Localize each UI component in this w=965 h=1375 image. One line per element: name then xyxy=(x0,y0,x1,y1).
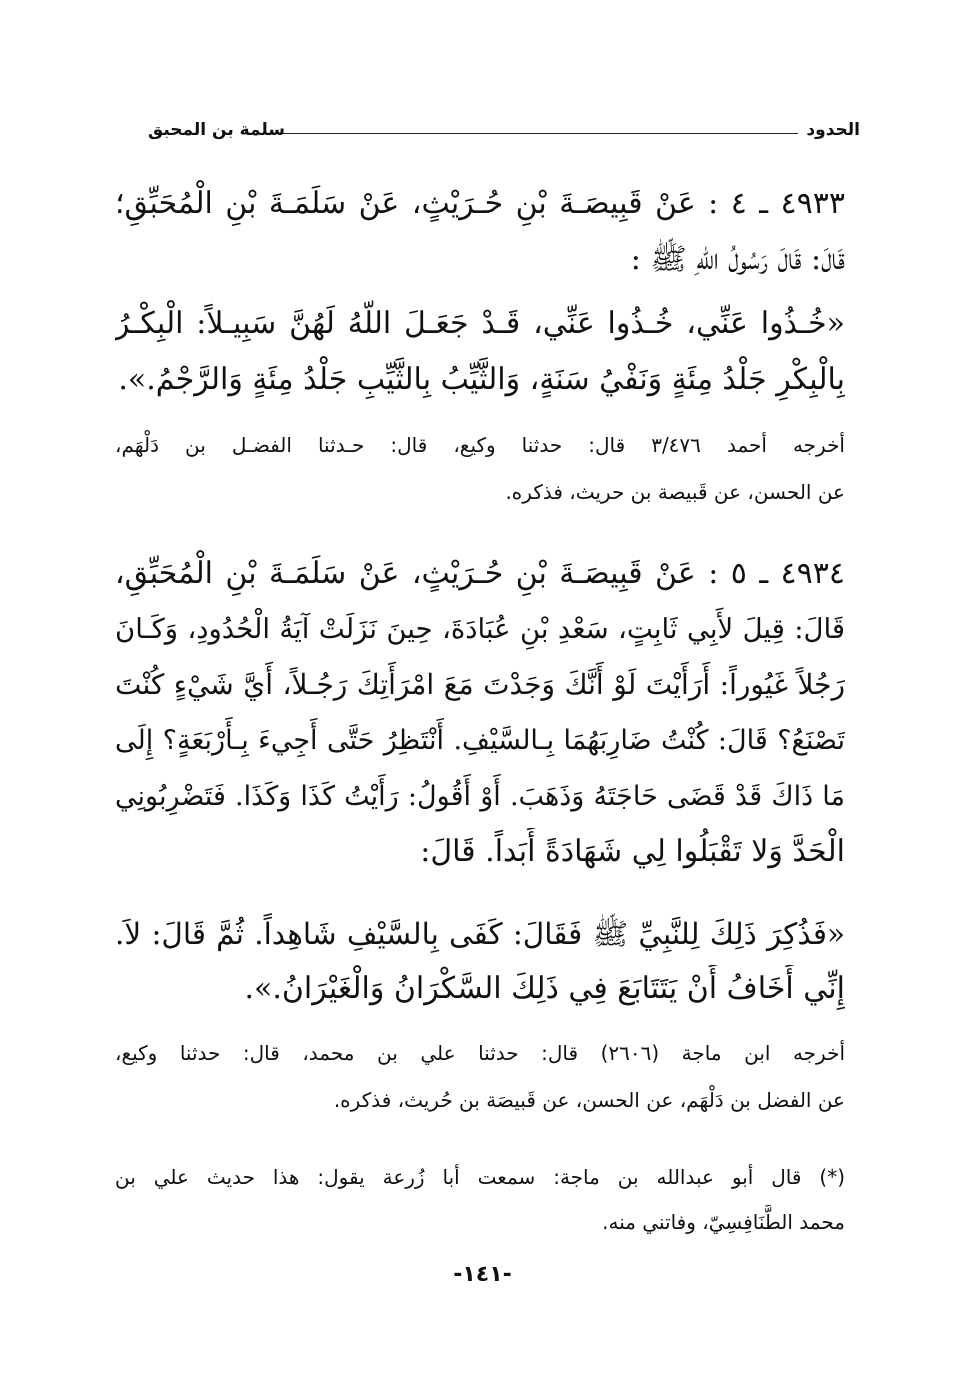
chapter-title: سلمة بن المحبق xyxy=(148,120,286,140)
hadith-4933-isnad-line-2: قَالَ: قَالَ رَسُولُ اللّهِ ﷺ : xyxy=(630,242,845,277)
hadith-4933-matn-line-1: «خُـذُوا عَنِّي، خُـذُوا عَنِّي، قَـدْ جَعَـلَ اللّهُ لَهُنَّ سَبِيـلاً: الْبِكْـرُ xyxy=(115,306,845,341)
hadith-4934-note-line-2: محمد الطَّنَافِسِيّ، وفاتني منه. xyxy=(602,1210,845,1234)
hadith-4934-takhrij-line-2: عن الفضل بن دَلْهَم، عن الحسن، عن قَبيصَة بن حُريث، فذكره. xyxy=(333,1088,845,1112)
hadith-4934-matn-line-1: «فَذُكِرَ ذَلِكَ لِلنَّبِيِّ ﷺ فَقَالَ: كَفَى بِالسَّيْفِ شَاهِداً. ثُمَّ قَالَ: لاَ. xyxy=(115,917,845,951)
section-title: الحدود xyxy=(806,120,860,140)
hadith-4934-note-line-1: (*) قال أبو عبدالله بن ماجة: سمعت أبا زُرعة يقول: هذا حديث علي بن xyxy=(115,1165,845,1189)
hadith-4934-text-line-4: تَصْنَعُ؟ قَالَ: كُنْتُ ضَارِبَهُمَا بِـالسَّيْفِ. أَنْتَظِرُ حَتَّى أَجِيءَ بِـأَرْبَعَةٍ؟ إِلَى xyxy=(115,725,845,756)
hadith-4934-text-line-5: مَا ذَاكَ قَدْ قَضَى حَاجَتَهُ وَذَهَبَ. أَوْ أَقُولُ: رَأَيْتُ كَذَا وَكَذَا. فَتَضْرِبُونِي xyxy=(115,781,845,812)
hadith-4934-text-line-3: رَجُلاً غَيُوراً: أَرَأَيْتَ لَوْ أَنَّكَ وَجَدْتَ مَعَ امْرَأَتِكَ رَجُـلاً، أَيَّ شَيْءٍ كُنْتَ xyxy=(115,668,845,701)
running-header xyxy=(148,118,860,148)
hadith-4934-text-line-6: الْحَدَّ وَلا تَقْبَلُوا لِي شَهَادَةً أَبَداً. قَالَ: xyxy=(420,834,845,869)
hadith-4933-takhrij-line-1: أخرجه أحمد ٣/٤٧٦ قال: حدثنا وكيع، قال: حـدثنا الفضـل بن دَلْهَم، xyxy=(115,433,845,457)
hadith-4933-matn-line-2: بِالْبِكْرِ جَلْدُ مِئَةٍ وَنَفْيُ سَنَةٍ، وَالثَّيِّبُ بِالثَّيِّبِ جَلْدُ مِئَةٍ وَالرَّجْمُ.». xyxy=(118,362,845,397)
page-number: -١٤١- xyxy=(453,1262,512,1287)
hadith-4934-matn-line-2: إِنِّي أَخَافُ أَنْ يَتَتَابَعَ فِي ذَلِكَ السَّكْرَانُ وَالْغَيْرَانُ.». xyxy=(244,971,845,1006)
hadith-4934-takhrij-line-1: أخرجه ابن ماجة (٢٦٠٦) قال: حدثنا علي بن محمد، قال: حدثنا وكيع، xyxy=(115,1041,845,1065)
header-rule xyxy=(260,133,798,134)
hadith-4934-text-line-1: ٤٩٣٤ ـ ٥ : عَنْ قَبِيصَـةَ بْنِ حُـرَيْثٍ، عَنْ سَلَمَـةَ بْنِ الْمُحَبِّقِ، xyxy=(115,556,845,591)
hadith-4934-text-line-2: قَالَ: قِيلَ لأَبِي ثَابِتٍ، سَعْدِ بْنِ عُبَادَةَ، حِينَ نَزَلَتْ آيَةُ الْحُدُودِ، وَكَـانَ xyxy=(115,613,845,645)
hadith-4933-isnad-line-1: ٤٩٣٣ ـ ٤ : عَنْ قَبِيصَـةَ بْنِ حُـرَيْثٍ، عَنْ سَلَمَـةَ بْنِ الْمُحَبِّقِ؛ xyxy=(115,186,845,221)
hadith-4933-takhrij-line-2: عن الحسن، عن قَبيصة بن حريث، فذكره. xyxy=(505,480,845,504)
